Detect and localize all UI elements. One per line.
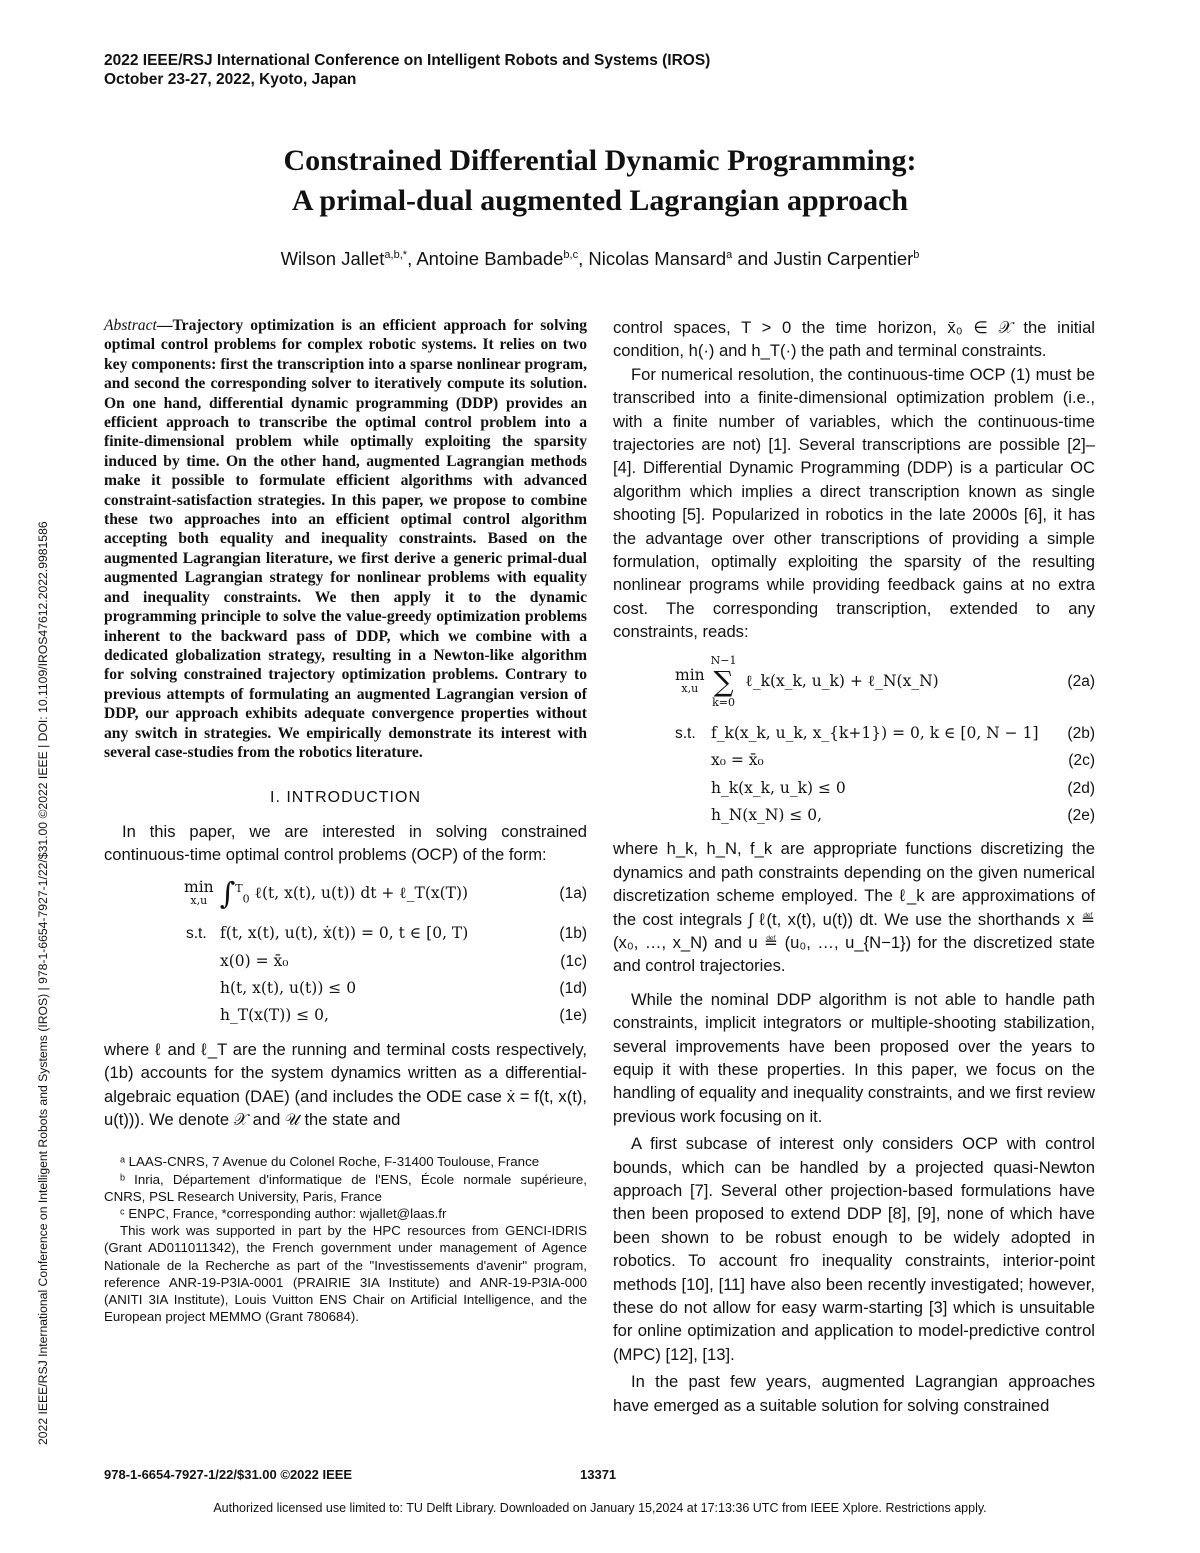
equation-1a [104, 877, 587, 911]
abstract-lead: Abstract [104, 317, 157, 334]
conference-name: 2022 IEEE/RSJ International Conference on Intelligent Robots and Systems (IROS) [104, 52, 711, 69]
min-subscript: x,u [190, 893, 208, 907]
footnotes [104, 1153, 587, 1325]
equation-tag: (2d) [1067, 779, 1095, 797]
author-name: Wilson Jallet [280, 248, 385, 269]
constraint-label: s.t. [675, 724, 696, 742]
author-affiliation: a,b,* [384, 248, 408, 261]
equation-tag: (1c) [560, 952, 587, 970]
author-affiliation: b [913, 248, 920, 261]
authorized-use-notice: Authorized licensed use limited to: TU Delft Library. Downloaded on January 15,2024 at 17:13:36 UTC from IEEE Xplore. Restrictions apply. [213, 1501, 987, 1515]
author-name: Justin Carpentier [773, 248, 914, 269]
equation-2c [613, 749, 1095, 772]
objective-expression: ℓ(t, x(t), u(t)) dt + ℓ_T(x(T)) [254, 883, 469, 902]
objective-expression: ℓ_k(x_k, u_k) + ℓ_N(x_N) [745, 671, 939, 690]
footnote-a: ᵃ LAAS-CNRS, 7 Avenue du Colonel Roche, F-31400 Toulouse, France [120, 1154, 540, 1170]
equation-2b [613, 722, 1095, 745]
integral-upper: T [235, 881, 243, 895]
paragraph-augmented-lagrangian: In the past few years, augmented Lagrangian approaches have emerged as a suitable solution for solving constrained [613, 1372, 1095, 1415]
equation-tag: (2a) [1067, 672, 1095, 690]
paragraph-control-bounds: A first subcase of interest only considers OCP with control bounds, which can be handled by a projected quasi-Newton approach [7]. Several other projection-based formulations have then been proposed to extend DDP [8], [9], none of which have been shown to be robust enough to be widely adopted in robotics. To account fro inequality constraints, interior-point methods [10], [11] have also been recently investigated; however, these do not allow for easy warm-starting [3] which is unsuitable for online optimization and application to model-predictive control (MPC) [12], [13]. [613, 1134, 1095, 1364]
title-line-2: A primal-dual augmented Lagrangian approach [291, 184, 909, 217]
conference-dates: October 23-27, 2022, Kyoto, Japan [104, 71, 357, 88]
doi-sidebar: 2022 IEEE/RSJ International Conference on Intelligent Robots and Systems (IROS) | 978-1-6654-7927-1/22/$31.00 ©2022 IEEE | DOI: 10.1109/IROS47612.2022.9981586 [36, 521, 50, 1445]
footer-isbn: 978-1-6654-7927-1/22/$31.00 ©2022 IEEE [104, 1467, 353, 1482]
constraint-expression: f_k(x_k, u_k, x_{k+1}) = 0, k ∈ [0, N − 1] [711, 723, 1039, 742]
equation-tag: (1d) [559, 980, 587, 998]
abstract [104, 316, 587, 762]
footnote-b: ᵇ Inria, Département d'informatique de l'ENS, École normale supérieure, CNRS, PSL Research University, Paris, France [104, 1171, 587, 1204]
author-name: Antoine Bambade [416, 248, 564, 269]
integral-sign: ∫ [219, 876, 236, 912]
equation-1e [104, 1004, 587, 1027]
equation-2d [613, 777, 1095, 800]
sum-upper-limit: N−1 [710, 653, 737, 667]
footnote-funding: This work was supported in part by the HPC resources from GENCI-IDRIS (Grant AD011011342), the French government under management of Agence Nationale de la Recherche as part of the "Investissements d'avenir" program, reference ANR-19-P3IA-0001 (PRAIRIE 3IA Institute) and ANR-19-P3IA-000 (ANITI 3IA Institute), Louis Vuitton ENS Chair on Artificial Intelligence, and the European project MEMMO (Grant 780684). [104, 1223, 587, 1325]
min-operator: min x,u [675, 665, 705, 695]
paragraph-ddp-limits: While the nominal DDP algorithm is not able to handle path constraints, implicit integrators or multiple-shooting stabilization, several improvements have been proposed over the years to equip it with these properties. In this paper, we focus on the handling of equality and inequality constraints, and we first review previous work focusing on it. [613, 989, 1095, 1126]
paper-title [0, 141, 1200, 221]
intro-paragraph: In this paper, we are interested in solving constrained continuous-time optimal control problems (OCP) of the form: [104, 821, 587, 865]
constraint-expression: h_N(x_N) ≤ 0, [711, 805, 823, 824]
paragraph-transcription: For numerical resolution, the continuous-time OCP (1) must be transcribed into a finite-dimensional optimization problem (i.e., with a finite number of variables, which the continuous-time trajectories are not) [1]. Several transcriptions are possible [2]–[4]. Differential Dynamic Programming (DDP) is a particular OC algorithm which implies a direct transcription known as single shooting [5]. Popularized in robotics in the late 2000s [6], it has the advantage over other transcriptions of providing a simple formulation, optimally exploiting the sparsity of the resulting nonlinear programs while providing feedback gains at no extra cost. The corresponding transcription, extended to any constraints, reads: [613, 364, 1095, 642]
sum-lower-limit: k=0 [712, 695, 735, 709]
equation-tag: (1a) [559, 884, 587, 902]
equation-2e [613, 804, 1095, 827]
footnote-c: ᶜ ENPC, France, *corresponding author: wjallet@laas.fr [120, 1206, 447, 1222]
left-column [104, 316, 587, 1326]
constraint-label: s.t. [186, 925, 207, 943]
author-separator: and [732, 248, 774, 269]
equation-2a [613, 654, 1095, 710]
abstract-text: —Trajectory optimization is an efficient approach for solving optimal control problems for complex robotic systems. It relies on two key components: first the transcription into a sparse nonlinear program, and second the corresponding solver to iteratively compute its solution. On one hand, differential dynamic programming (DDP) provides an efficient approach to transcribe the optimal control problem into a finite-dimensional problem while optimally exploiting the sparsity induced by time. On the other hand, augmented Lagrangian methods make it possible to formulate efficient algorithms with advanced constraint-satisfaction strategies. In this paper, we propose to combine these two approaches into an efficient optimal control algorithm accepting both equality and inequality constraints. Based on the augmented Lagrangian literature, we first derive a generic primal-dual augmented Lagrangian strategy for nonlinear problems with equality and inequality constraints. We then apply it to the dynamic programming principle to solve the value-greedy optimization problems inherent to the backward pass of DDP, which we combine with a dedicated globalization strategy, resulting in a Newton-like algorithm for solving constrained trajectory optimization problems. Contrary to previous attempts of formulating an augmented Lagrangian version of DDP, our approach exhibits adequate convergence properties without any switch in strategies. We empirically demonstrate its interest with several case-studies from the robotics literature. [104, 317, 587, 761]
title-line-1: Constrained Differential Dynamic Programming: [283, 144, 917, 177]
constraint-expression: f(t, x(t), u(t), ẋ(t)) = 0, t ∈ [0, T) [220, 924, 469, 943]
author-affiliation: b,c [563, 248, 579, 261]
equation-tag: (1b) [559, 925, 587, 943]
section-heading: I. INTRODUCTION [270, 789, 421, 807]
constraint-expression: x(0) = x̄₀ [220, 951, 289, 970]
right-column [613, 316, 1095, 1417]
equation-tag: (2c) [1068, 752, 1095, 770]
page-number: 13371 [580, 1467, 617, 1482]
author-affiliation: a [726, 248, 733, 261]
equation-tag: (2e) [1067, 806, 1095, 824]
equation-1d [104, 977, 587, 1000]
constraint-expression: x₀ = x̄₀ [711, 751, 764, 770]
equation-1b [104, 922, 587, 945]
paragraph-discretization: where h_k, h_N, f_k are appropriate functions discretizing the dynamics and path constraints depending on the given numerical discretization scheme employed. The ℓ_k are approximations of the cost integrals ∫ ℓ(t, x(t), u(t)) dt. We use the shorthands x ≝ (x₀, …, x_N) and u ≝ (u₀, …, u_{N−1}) for the discretized state and control trajectories. [613, 839, 1095, 976]
conference-header [104, 51, 710, 89]
equation-1c [104, 950, 587, 973]
equation-tag: (1e) [559, 1007, 587, 1025]
constraint-expression: h_T(x(T)) ≤ 0, [220, 1006, 329, 1025]
min-operator: min x,u [184, 877, 214, 907]
paragraph-control-spaces: control spaces, T > 0 the time horizon, x̄₀ ∈ 𝒳 the initial condition, h(·) and h_T(·) the path and terminal constraints. [613, 318, 1095, 361]
sum-operator: N−1 ∑ k=0 [710, 653, 737, 709]
author-list [0, 248, 1200, 270]
equation-tag: (2b) [1067, 724, 1095, 742]
author-separator: , [407, 248, 417, 269]
constraint-expression: h(t, x(t), u(t)) ≤ 0 [220, 979, 357, 998]
author-name: Nicolas Mansard [588, 248, 727, 269]
paragraph-after-eq1: where ℓ and ℓ_T are the running and terminal costs respectively, (1b) accounts for the system dynamics written as a differential-algebraic equation (DAE) (and includes the ODE case ẋ = f(t, x(t), u(t))). We denote 𝒳 and 𝒰 the state and [104, 1039, 587, 1130]
author-separator: , [578, 248, 589, 269]
constraint-expression: h_k(x_k, u_k) ≤ 0 [711, 778, 846, 797]
min-subscript: x,u [681, 681, 699, 695]
integral-lower: 0 [242, 891, 250, 905]
